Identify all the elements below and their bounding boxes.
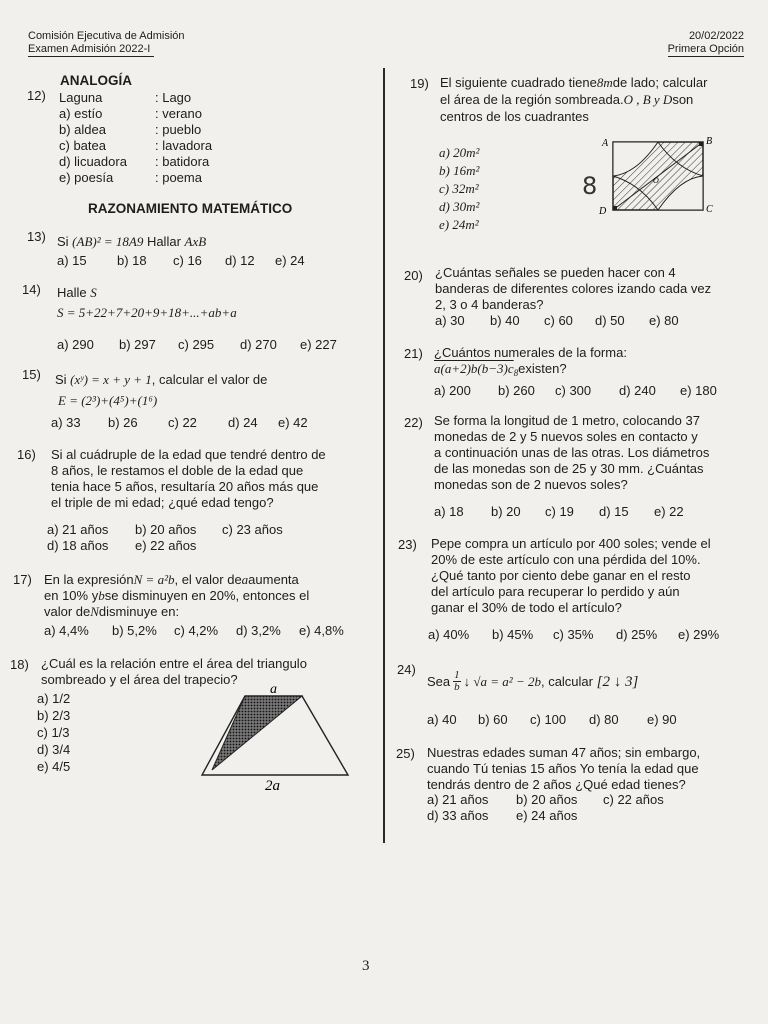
q21-number: 21) — [404, 346, 423, 361]
q24-number: 24) — [397, 662, 416, 677]
q15-formula: E = (2³)+(4⁵)+(1⁶) — [58, 393, 158, 408]
q12-option-e: e) poesía : poema — [59, 170, 202, 185]
column-divider — [383, 68, 385, 843]
q13-options: a) 15 b) 18 c) 16 d) 12 e) 24 — [57, 253, 305, 268]
q18-trapezoid-figure — [190, 680, 370, 795]
label-a: A — [602, 138, 609, 149]
q12-pairs — [59, 90, 212, 186]
q22-number: 22) — [404, 415, 423, 430]
header-left — [28, 30, 185, 57]
q22-text: Se forma la longitud de 1 metro, colocando 37 monedas de 2 y 5 nuevos soles en contacto y a continuación unas de las otras. Los diámetros de las monedas son de 25 y 30 mm. ¿Cuántas monedas son de 2 nuevos soles? — [434, 413, 710, 492]
q17-number: 17) — [13, 572, 32, 587]
q20-text: ¿Cuántas señales se pueden hacer con 4 banderas de diferentes colores izando cada vez 2, 3 o 4 banderas? — [435, 265, 712, 312]
q14-formula: S = 5+22+7+20+9+18+...+ab+a — [57, 305, 237, 320]
q12-row: Laguna : Lago — [59, 90, 192, 105]
q18-text: ¿Cuál es la relación entre el área del triangulo sombreado y el área del trapecio? — [41, 656, 307, 687]
q23-options: a) 40% b) 45% c) 35% d) 25% e) 29% — [428, 627, 720, 642]
page-number: 3 — [362, 958, 370, 974]
q20-options: a) 30 b) 40 c) 60 d) 50 e) 80 — [435, 313, 679, 328]
q20-number: 20) — [404, 268, 423, 283]
q22-options: a) 18 b) 20 c) 19 d) 15 e) 22 — [434, 504, 684, 519]
q25-options-row2: d) 33 años e) 24 años — [427, 808, 578, 823]
q18-options: a) 1/2 b) 2/3 c) 1/3 d) 3/4 e) 4/5 — [37, 691, 71, 774]
q12-option-a: a) estío : verano — [59, 106, 202, 121]
q21-options: a) 200 b) 260 c) 300 d) 240 e) 180 — [434, 383, 717, 398]
q17-options: a) 4,4% b) 5,2% c) 4,2% d) 3,2% e) 4,8% — [44, 623, 344, 638]
q25-number: 25) — [396, 746, 415, 761]
q24-options: a) 40 b) 60 c) 100 d) 80 e) 90 — [427, 712, 677, 727]
q14-text: Halle S — [57, 285, 97, 300]
q12-option-c: c) batea : lavadora — [59, 138, 213, 153]
label-bottom-base: 2a — [265, 778, 280, 794]
q19-square-figure — [596, 132, 721, 222]
q16-options-row2: d) 18 años e) 22 años — [47, 538, 197, 553]
q12-option-b: b) aldea : pueblo — [59, 122, 202, 137]
q17-text: En la expresiónN = a²b, el valor deaaumenta en 10% ybse disminuyen en 20%, entonces el valor deNdisminuye en: — [44, 572, 310, 619]
exam-date: 20/02/2022 — [688, 30, 744, 42]
q15-options: a) 33 b) 26 c) 22 d) 24 e) 42 — [51, 415, 308, 430]
q24-text: Sea 1 b ↓ √a = a² − 2b , calcular [2 ↓ 3] — [427, 669, 639, 693]
q23-number: 23) — [398, 537, 417, 552]
q16-number: 16) — [17, 447, 36, 462]
q16-text: Si al cuádruple de la edad que tendré dentro de 8 años, le restamos el doble de la edad que tenia hace 5 años, resultaría 20 años más que el triple de mi edad; ¿qué edad tengo? — [51, 447, 326, 510]
label-d: D — [599, 206, 607, 217]
commission-name: Comisión Ejecutiva de Admisión — [28, 30, 185, 42]
corner-b-marker — [699, 142, 703, 146]
q18-number: 18) — [10, 657, 29, 672]
section-analogia: ANALOGÍA — [60, 73, 132, 88]
label-b: B — [706, 136, 713, 147]
q12-option-d: d) licuadora : batidora — [59, 154, 210, 169]
q16-options-row1: a) 21 años b) 20 años c) 23 años — [47, 522, 283, 537]
q15-number: 15) — [22, 367, 41, 382]
header-right — [668, 30, 744, 57]
q19-number: 19) — [410, 76, 429, 91]
section-razonamiento: RAZONAMIENTO MATEMÁTICO — [88, 201, 293, 216]
q21-text: ¿Cuántos numerales de la forma: a(a+2)b(b−3)c8existen? — [434, 345, 627, 378]
q13-text: Si (AB)² = 18A9 Hallar AxB — [57, 234, 207, 249]
q14-number: 14) — [22, 282, 41, 297]
q19-options: a) 20m² b) 16m² c) 32m² d) 30m² e) 24m² — [439, 145, 480, 232]
q14-options: a) 290 b) 297 c) 295 d) 270 e) 227 — [57, 337, 337, 352]
label-c: C — [706, 204, 713, 215]
corner-d-marker — [613, 206, 617, 210]
handwritten-note: 8 — [582, 172, 598, 200]
q23-text: Pepe compra un artículo por 400 soles; vende el 20% de este artículo con una pérdida del 10%. ¿Qué tanto por ciento debe ganar en el resto del artículo para recuperar lo perdido y aún ganar el 30% de todo el artículo? — [431, 536, 711, 615]
q15-text: Si (xʸ) = x + y + 1, calcular el valor de — [55, 372, 268, 387]
q19-text: El siguiente cuadrado tiene8mde lado; calcular el área de la región sombreada.O , B y Dson centros de los cuadrantes — [440, 75, 708, 124]
q13-number: 13) — [27, 229, 46, 244]
q25-text: Nuestras edades suman 47 años; sin embargo, cuando Tú tenias 15 años Yo tenía la edad que tendrás dentro de 2 años ¿Qué edad tienes? — [427, 745, 701, 792]
exam-option: Primera Opción — [667, 43, 744, 55]
q12-number: 12) — [27, 88, 46, 103]
exam-name: Examen Admisión 2022-I — [28, 43, 154, 57]
label-top-base: a — [270, 682, 277, 697]
q25-options-row1: a) 21 años b) 20 años c) 22 años — [427, 792, 664, 807]
q13-expression: (AB)² = 18A9 — [72, 234, 144, 249]
q24-fraction: 1 b — [454, 669, 460, 693]
label-o: O — [653, 176, 659, 185]
